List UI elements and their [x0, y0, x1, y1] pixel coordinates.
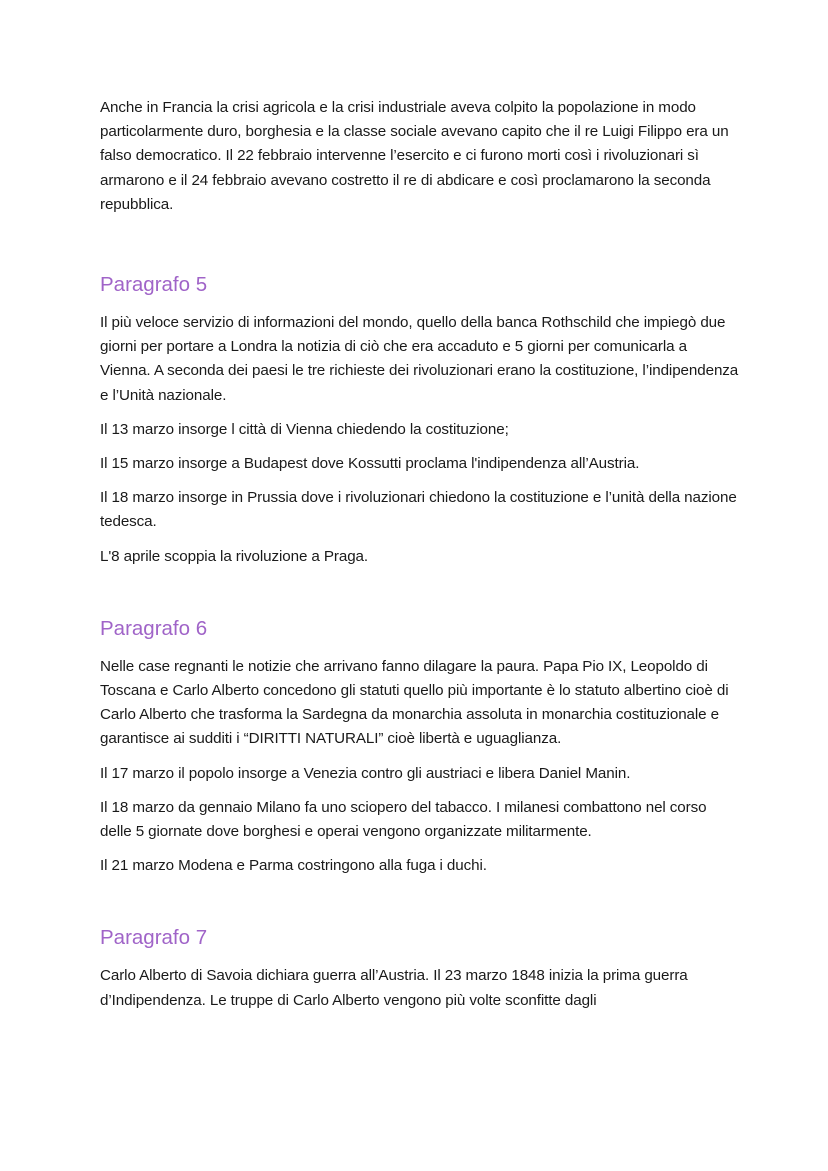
document-page — [100, 96, 740, 1013]
paragraph: L'8 aprile scoppia la rivoluzione a Praga. — [100, 547, 369, 565]
paragraph: Il più veloce servizio di informazioni del mondo, quello della banca Rothschild che impiegò due giorni per portare a Londra la notizia di ciò che era accaduto e 5 giorni per comunicarla a Vienna. A seconda dei paesi le tre richieste dei rivoluzionari erano la costituzione, l’indipendenza e l’Unità nazionale. — [100, 314, 739, 404]
section-heading: Paragrafo 5 — [100, 273, 208, 297]
section-paragrafo-6 — [100, 615, 740, 879]
section-heading: Paragrafo 7 — [100, 926, 208, 950]
section-paragrafo-7 — [100, 924, 740, 1012]
paragraph: Il 21 marzo Modena e Parma costringono alla fuga i duchi. — [100, 857, 487, 875]
section-heading: Paragrafo 6 — [100, 616, 208, 640]
paragraph: Il 17 marzo il popolo insorge a Venezia contro gli austriaci e libera Daniel Manin. — [100, 764, 631, 782]
paragraph: Il 15 marzo insorge a Budapest dove Kossutti proclama l'indipendenza all’Austria. — [100, 455, 640, 473]
paragraph: Il 18 marzo insorge in Prussia dove i rivoluzionari chiedono la costituzione e l’unità della nazione tedesca. — [100, 489, 737, 531]
section-paragrafo-5 — [100, 271, 740, 569]
paragraph: Nelle case regnanti le notizie che arrivano fanno dilagare la paura. Papa Pio IX, Leopoldo di Toscana e Carlo Alberto concedono gli statuti quello più importante è lo statuto albertino cioè di Carlo Alberto che trasforma la Sardegna da monarchia assoluta in monarchia costituzionale e garantisce ai sudditi i “DIRITTI NATURALI” cioè libertà e uguaglianza. — [100, 657, 729, 748]
intro-paragraph: Anche in Francia la crisi agricola e la crisi industriale aveva colpito la popolazione in modo particolarmente duro, borghesia e la classe sociale avevano capito che il re Luigi Filippo era un falso democratico. Il 22 febbraio intervenne l’esercito e ci furono morti così i rivoluzionari sì armarono e il 24 febbraio avevano costretto il re di abdicare e così proclamarono la seconda repubblica. — [100, 99, 729, 213]
paragraph: Carlo Alberto di Savoia dichiara guerra all’Austria. Il 23 marzo 1848 inizia la prima guerra d’Indipendenza. Le truppe di Carlo Alberto vengono più volte sconfitte dagli — [100, 967, 688, 1009]
paragraph: Il 18 marzo da gennaio Milano fa uno sciopero del tabacco. I milanesi combattono nel corso delle 5 giornate dove borghesi e operai vengono organizzate militarmente. — [100, 798, 707, 841]
paragraph: Il 13 marzo insorge l città di Vienna chiedendo la costituzione; — [100, 420, 509, 438]
